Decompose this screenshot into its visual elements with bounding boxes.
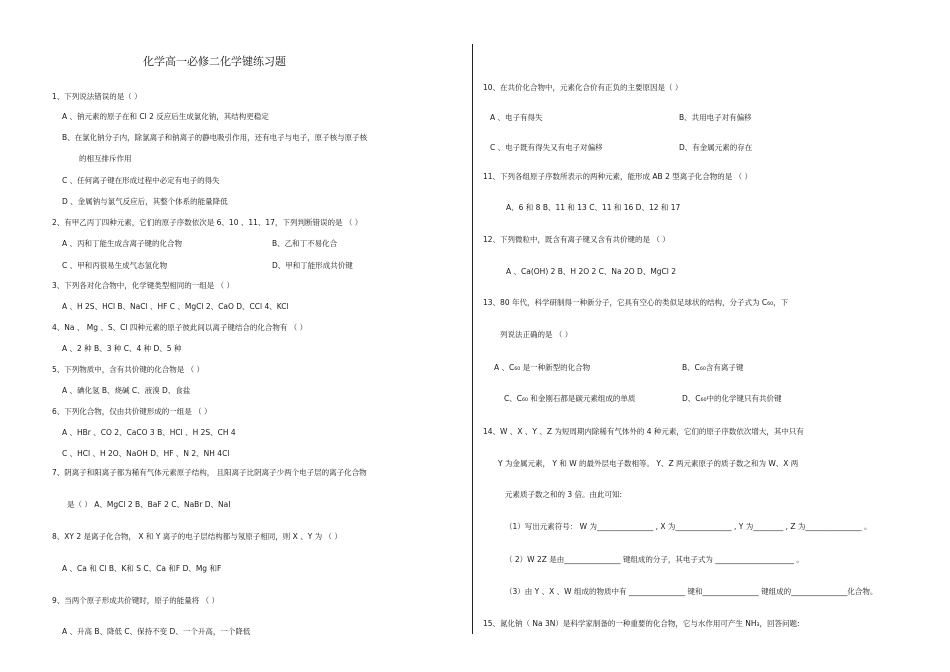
question-1-option-b: B、在氯化钠分子内，除氯离子和钠离子的静电吸引作用，还有电子与电子，原子核与原子核 <box>62 133 368 142</box>
question-2-option-b: B、乙和丁不易化合 <box>272 239 338 248</box>
question-13: 13、80 年代，科学研制得一种新分子，它具有空心的类似足球状的结构，分子式为 C₆₀，下 <box>483 298 789 307</box>
question-3: 3、下列各对化合物中，化学键类型相同的一组是 （ ） <box>52 281 235 290</box>
question-7-options: 是（ ） A、MgCl 2 B、BaF 2 C、NaBr D、NaI <box>67 500 231 509</box>
question-12-options: A 、Ca(OH) 2 B、H 2O 2 C、Na 2O D、MgCl 2 <box>506 267 677 276</box>
question-2-option-d: D、甲和丁能形成共价键 <box>272 261 353 270</box>
question-14-line-3: 元素质子数之和的 3 倍。由此可知: <box>505 490 623 499</box>
question-5: 5、下列物质中，含有共价键的化合物是 （ ） <box>52 365 205 374</box>
question-15: 15、氮化钠（ Na 3N）是科学家制备的一种重要的化合物，它与水作用可产生 NH₃，回答问题: <box>483 619 800 628</box>
column-divider <box>472 44 473 634</box>
question-10-option-c: C 、电子既有得失又有电子对偏移 <box>490 143 603 152</box>
question-14-line-2: Y 为金属元素， Y 和 W 的最外层电子数相等。 Y、Z 两元素原子的质子数之和为 W、X 两 <box>498 459 799 468</box>
question-4: 4、Na 、 Mg 、S、Cl 四种元素的原子彼此间以离子键结合的化合物有 （ ） <box>52 323 308 332</box>
question-9-options: A 、升高 B、降低 C、保持不变 D、一个升高，一个降低 <box>62 627 251 636</box>
question-1-option-a: A 、钠元素的原子在和 Cl 2 反应后生成氯化钠，其结构更稳定 <box>62 112 269 121</box>
question-13-option-b: B、C₆₀含有离子键 <box>682 363 744 372</box>
question-5-options: A 、碘化氢 B、烧碱 C、液溴 D、食盐 <box>62 386 191 395</box>
question-8-options: A 、Ca 和 Cl B、K和 S C、Ca 和F D、Mg 和F <box>62 564 222 573</box>
page-title: 化学高一必修二化学键练习题 <box>143 55 286 68</box>
question-11-options: A、6 和 8 B、11 和 13 C、11 和 16 D、12 和 17 <box>506 203 681 212</box>
question-9: 9、当两个原子形成共价键时，原子的能量将 （ ） <box>52 596 220 605</box>
question-10: 10、在共价化合物中，元素化合价有正负的主要原因是（ ） <box>483 83 683 92</box>
question-13-option-c: C、C₆₀ 和金刚石都是碳元素组成的单质 <box>504 394 636 403</box>
question-13-option-d: D、C₆₀中的化学键只有共价键 <box>682 394 782 403</box>
question-1: 1、下列说法错误的是（ ） <box>52 92 142 101</box>
question-10-option-d: D、有金属元素的存在 <box>679 143 753 152</box>
question-3-options: A 、H 2S、HCl B、NaCl 、HF C 、MgCl 2、CaO D、CCl 4、KCl <box>62 302 289 311</box>
question-2-option-c: C 、甲和丙很易生成气态氢化物 <box>62 261 168 270</box>
question-1-option-b-cont: 的相互排斥作用 <box>79 154 132 163</box>
question-4-options: A 、2 种 B、3 种 C、4 种 D、5 种 <box>62 344 182 353</box>
question-13-option-a: A 、C₆₀ 是一种新型的化合物 <box>494 363 591 372</box>
question-1-option-d: D 、金属钠与氯气反应后，其整个体系的能量降低 <box>62 197 228 206</box>
question-14-part-1: （1）写出元素符号： W 为_______________ , X 为_______________ , Y 为________ , Z 为_______________ 。 <box>505 522 872 531</box>
question-14: 14、W 、X 、Y 、Z 为短周期内除稀有气体外的 4 种元素，它们的原子序数依次增大，其中只有 <box>483 427 804 436</box>
question-13-cont: 列说法正确的是 （ ） <box>500 330 573 339</box>
question-1-option-c: C 、任何离子键在形成过程中必定有电子的得失 <box>62 176 220 185</box>
question-2: 2、有甲乙丙丁四种元素，它们的原子序数依次是 6、10 、11、17，下列判断错误的是 （ ） <box>52 218 363 227</box>
question-14-part-3: （3）由 Y 、X 、W 组成的物质中有 _______________ 键和_______________ 键组成的_______________化合物。 <box>505 587 878 596</box>
question-10-option-b: B、共用电子对有偏移 <box>679 113 752 122</box>
question-11: 11、下列各组原子序数所表示的两种元素，能形成 AB 2 型离子化合物的是 （ ） <box>483 172 753 181</box>
question-6-options-ab: A 、HBr 、CO 2、CaCO 3 B、HCl 、H 2S、CH 4 <box>62 428 236 437</box>
question-10-option-a: A 、电子有得失 <box>490 113 543 122</box>
question-2-option-a: A 、丙和丁能生成含离子键的化合物 <box>62 239 183 248</box>
question-12: 12、下列微粒中，既含有离子键又含有共价键的是 （ ） <box>483 235 670 244</box>
question-8: 8、XY 2 是离子化合物， X 和 Y 离子的电子层结构都与氖原子相同，则 X 、Y 为 （ ） <box>52 532 342 541</box>
question-6: 6、下列化合物，仅由共价键形成的一组是 （ ） <box>52 407 212 416</box>
question-14-part-2: （ 2）W 2Z 是由_______________ 键组成的分子，其电子式为 _____________________ 。 <box>505 555 804 564</box>
question-7: 7、阴离子和阳离子都为稀有气体元素原子结构， 且阳离子比阴离子少两个电子层的离子化合物 <box>52 468 367 477</box>
question-6-options-cd: C 、HCl 、H 2O、NaOH D、HF 、N 2、NH 4Cl <box>62 449 230 458</box>
